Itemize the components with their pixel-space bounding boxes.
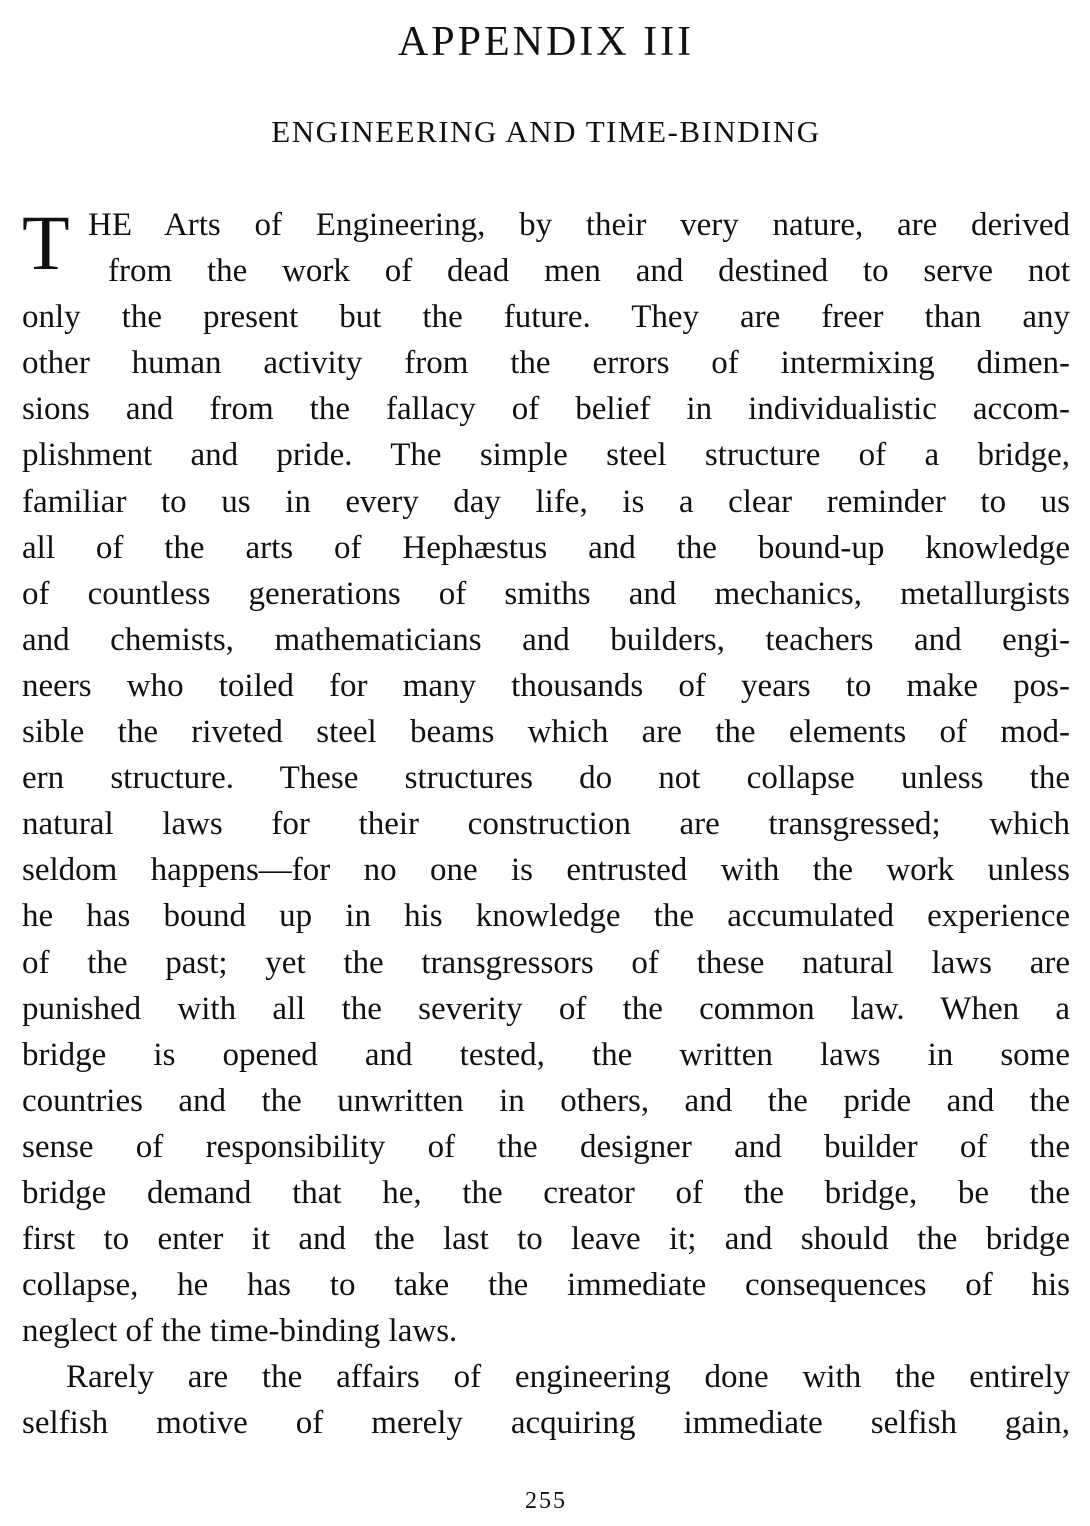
text-line: familiar to us in every day life, is a clear reminder to us [22, 483, 1070, 520]
text-line: he has bound up in his knowledge the accumulated experience [22, 898, 1070, 935]
page-number: 255 [525, 1488, 567, 1514]
chapter-title: ENGINEERING AND TIME-BINDING [271, 114, 821, 149]
text-line: ern structure. These structures do not collapse unless the [22, 760, 1070, 797]
text-line: countries and the unwritten in others, and the pride and the [22, 1082, 1070, 1119]
text-line: and chemists, mathematicians and builders, teachers and engi- [22, 621, 1070, 658]
text-line: bridge is opened and tested, the written laws in some [22, 1036, 1070, 1073]
text-line: natural laws for their construction are transgressed; which [22, 806, 1070, 843]
text-line: sible the riveted steel beams which are the elements of mod- [22, 714, 1070, 751]
text-line: all of the arts of Hephæstus and the bound-up knowledge [22, 529, 1070, 566]
text-line: neglect of the time-binding laws. [22, 1313, 458, 1350]
appendix-title: APPENDIX III [397, 19, 695, 65]
text-line: seldom happens—for no one is entrusted with the work unless [22, 852, 1070, 889]
text-line: selfish motive of merely acquiring immediate selfish gain, [22, 1405, 1070, 1442]
text-line: sions and from the fallacy of belief in individualistic accom- [22, 391, 1070, 428]
text-line: punished with all the severity of the common law. When a [22, 990, 1070, 1027]
text-line: other human activity from the errors of intermixing dimen- [22, 345, 1070, 382]
text-line: collapse, he has to take the immediate consequences of his [22, 1267, 1070, 1304]
text-line: first to enter it and the last to leave it; and should the bridge [22, 1221, 1070, 1258]
body-text [22, 199, 1070, 1447]
drop-cap: T [22, 199, 70, 286]
first-line-text: HE Arts of Engineering, by their very nature, are derived [88, 207, 1070, 243]
text-line: plishment and pride. The simple steel structure of a bridge, [22, 437, 1070, 474]
text-line: neers who toiled for many thousands of years to make pos- [22, 667, 1070, 704]
text-line: of countless generations of smiths and mechanics, metallurgists [22, 575, 1070, 612]
text-line: only the present but the future. They are freer than any [22, 299, 1070, 336]
text-line: of the past; yet the transgressors of these natural laws are [22, 944, 1070, 981]
text-line: from the work of dead men and destined to serve not [108, 253, 1070, 290]
text-line: sense of responsibility of the designer and builder of the [22, 1128, 1070, 1165]
text-line: bridge demand that he, the creator of the bridge, be the [22, 1174, 1070, 1211]
text-line: Rarely are the affairs of engineering done with the entirely [66, 1359, 1070, 1396]
book-page [22, 0, 1070, 1526]
